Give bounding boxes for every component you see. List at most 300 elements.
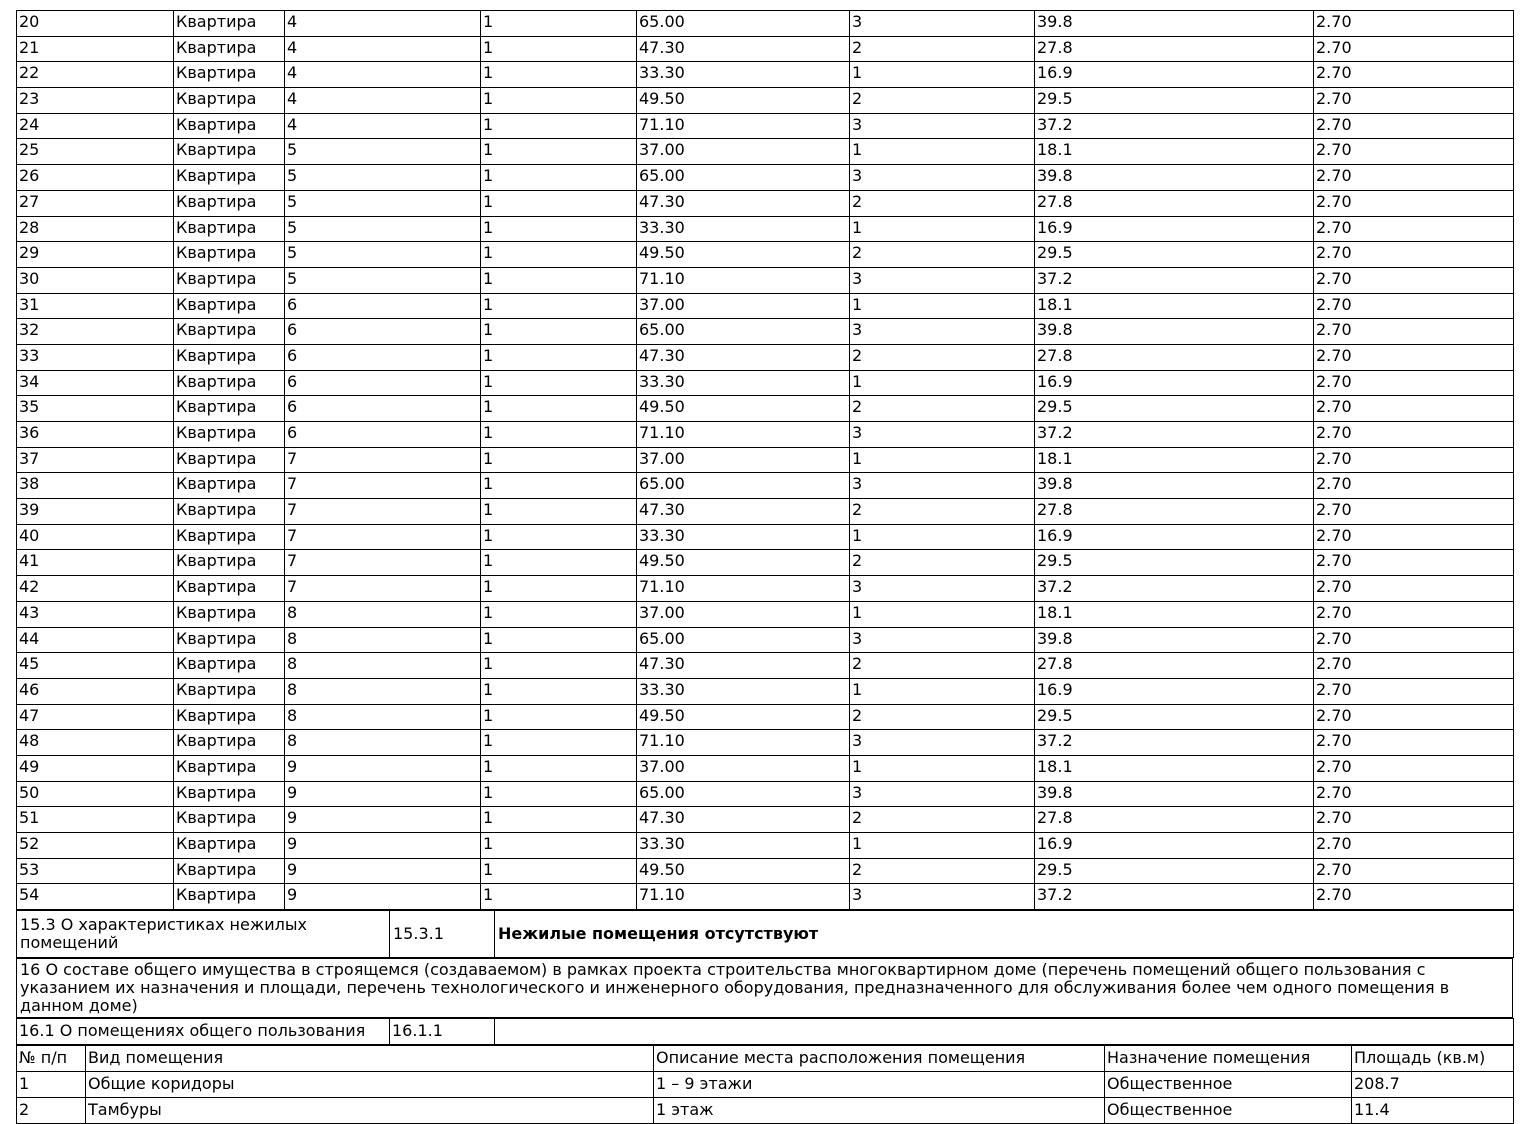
table-cell: 1 xyxy=(481,601,637,627)
table-cell: 2.70 xyxy=(1314,344,1514,370)
table-cell: 7 xyxy=(285,499,481,525)
table-cell: 3 xyxy=(850,165,1035,191)
table-cell: Квартира xyxy=(174,370,285,396)
section-15-3-table xyxy=(16,910,1514,958)
table-cell: 2.70 xyxy=(1314,704,1514,730)
table-cell: 2 xyxy=(850,807,1035,833)
table-cell: 71.10 xyxy=(637,576,850,602)
table-cell: 2.70 xyxy=(1314,678,1514,704)
table-cell: 2.70 xyxy=(1314,653,1514,679)
table-cell: 27.8 xyxy=(1035,499,1314,525)
table-row xyxy=(17,576,1514,602)
table-cell: 1 xyxy=(481,653,637,679)
table-cell: Квартира xyxy=(174,627,285,653)
table-cell: 1 xyxy=(850,447,1035,473)
table-cell: Квартира xyxy=(174,165,285,191)
table-cell: 2.70 xyxy=(1314,550,1514,576)
table-cell: 27.8 xyxy=(1035,36,1314,62)
section-16-1-title: 16.1 О помещениях общего пользования xyxy=(17,1019,390,1045)
table-cell: 49.50 xyxy=(637,550,850,576)
table-cell: 2 xyxy=(17,1098,86,1124)
table-cell: 35 xyxy=(17,396,174,422)
table-cell: 9 xyxy=(285,858,481,884)
table-cell: 47.30 xyxy=(637,653,850,679)
table-cell: 2.70 xyxy=(1314,190,1514,216)
table-cell: 37.00 xyxy=(637,755,850,781)
table-cell: 2.70 xyxy=(1314,884,1514,910)
table-cell: 9 xyxy=(285,884,481,910)
table-cell: 2 xyxy=(850,653,1035,679)
table-row xyxy=(17,884,1514,910)
table-cell: 1 xyxy=(481,807,637,833)
table-cell: 1 xyxy=(481,524,637,550)
table-cell: 33 xyxy=(17,344,174,370)
table-cell: 1 xyxy=(481,473,637,499)
table-cell: 47.30 xyxy=(637,190,850,216)
table-cell: Квартира xyxy=(174,319,285,345)
table-cell: 3 xyxy=(850,319,1035,345)
table-cell: 2 xyxy=(850,190,1035,216)
table-cell: 49.50 xyxy=(637,88,850,114)
table-cell: 3 xyxy=(850,627,1035,653)
table-cell: 2.70 xyxy=(1314,88,1514,114)
table-cell: 5 xyxy=(285,165,481,191)
table-cell: 9 xyxy=(285,755,481,781)
table-cell: 1 xyxy=(481,884,637,910)
table-cell: Общественное xyxy=(1105,1072,1352,1098)
table-cell: 11.4 xyxy=(1352,1098,1514,1124)
table-cell: Квартира xyxy=(174,267,285,293)
table-cell: 7 xyxy=(285,447,481,473)
table-cell: 2 xyxy=(850,344,1035,370)
table-cell: 27 xyxy=(17,190,174,216)
table-cell: 2.70 xyxy=(1314,216,1514,242)
table-cell: 29.5 xyxy=(1035,550,1314,576)
table-cell: 37.00 xyxy=(637,139,850,165)
table-cell: 2.70 xyxy=(1314,627,1514,653)
table-cell: 1 xyxy=(481,319,637,345)
table-cell: 29.5 xyxy=(1035,88,1314,114)
table-cell: 65.00 xyxy=(637,11,850,37)
table-cell: 71.10 xyxy=(637,730,850,756)
table-cell: 29 xyxy=(17,242,174,268)
table-row xyxy=(17,370,1514,396)
table-cell: 5 xyxy=(285,216,481,242)
section-15-3-value: Нежилые помещения отсутствуют xyxy=(495,911,1514,958)
table-cell: 1 xyxy=(481,730,637,756)
table-cell: Квартира xyxy=(174,730,285,756)
table-cell: 2.70 xyxy=(1314,422,1514,448)
table-cell: 1 xyxy=(850,678,1035,704)
table-cell: Квартира xyxy=(174,576,285,602)
table-cell: 1 xyxy=(481,447,637,473)
table-cell: 1 xyxy=(481,62,637,88)
section-16-table xyxy=(16,958,1513,1018)
table-cell: Квартира xyxy=(174,833,285,859)
table-cell: 37.2 xyxy=(1035,884,1314,910)
table-row xyxy=(17,730,1514,756)
section-16-1-value xyxy=(495,1019,1514,1045)
table-cell: Квартира xyxy=(174,807,285,833)
table-cell: 71.10 xyxy=(637,884,850,910)
table-cell: 18.1 xyxy=(1035,293,1314,319)
table-cell: Квартира xyxy=(174,473,285,499)
table-cell: 27.8 xyxy=(1035,653,1314,679)
table-cell: 4 xyxy=(285,36,481,62)
table-cell: 1 xyxy=(481,293,637,319)
table-cell: 5 xyxy=(285,267,481,293)
table-cell: 18.1 xyxy=(1035,139,1314,165)
table-cell: Общественное xyxy=(1105,1098,1352,1124)
table-row xyxy=(17,396,1514,422)
section-16-1-row xyxy=(17,1019,1514,1045)
table-cell: 3 xyxy=(850,267,1035,293)
table-cell: 39.8 xyxy=(1035,627,1314,653)
table-row xyxy=(17,36,1514,62)
table-row xyxy=(17,473,1514,499)
table-row xyxy=(17,11,1514,37)
table-cell: Квартира xyxy=(174,113,285,139)
table-cell: 47.30 xyxy=(637,499,850,525)
table-cell: 1 xyxy=(481,370,637,396)
common-premises-header-row xyxy=(17,1046,1514,1072)
table-cell: 7 xyxy=(285,473,481,499)
table-cell: 45 xyxy=(17,653,174,679)
table-cell: 1 xyxy=(481,267,637,293)
table-cell: Квартира xyxy=(174,704,285,730)
table-row xyxy=(17,1072,1514,1098)
table-cell: 1 xyxy=(481,499,637,525)
table-cell: 47.30 xyxy=(637,36,850,62)
table-cell: Квартира xyxy=(174,139,285,165)
table-cell: 3 xyxy=(850,576,1035,602)
table-cell: 4 xyxy=(285,88,481,114)
table-cell: 37.00 xyxy=(637,601,850,627)
table-cell: 2 xyxy=(850,499,1035,525)
table-cell: 16.9 xyxy=(1035,833,1314,859)
table-cell: 16.9 xyxy=(1035,216,1314,242)
table-cell: 52 xyxy=(17,833,174,859)
table-row xyxy=(17,165,1514,191)
table-cell: 33.30 xyxy=(637,216,850,242)
table-cell: 8 xyxy=(285,704,481,730)
table-cell: 1 xyxy=(850,293,1035,319)
table-cell: 24 xyxy=(17,113,174,139)
table-cell: 1 xyxy=(481,833,637,859)
table-cell: 3 xyxy=(850,11,1035,37)
table-cell: 22 xyxy=(17,62,174,88)
table-row xyxy=(17,550,1514,576)
table-cell: 47.30 xyxy=(637,807,850,833)
table-cell: 27.8 xyxy=(1035,190,1314,216)
table-cell: 33.30 xyxy=(637,62,850,88)
table-cell: 1 xyxy=(481,190,637,216)
table-row xyxy=(17,499,1514,525)
table-cell: 27.8 xyxy=(1035,807,1314,833)
section-15-3-row xyxy=(17,911,1514,958)
table-cell: 49.50 xyxy=(637,858,850,884)
table-cell: 1 xyxy=(481,165,637,191)
table-cell: 2.70 xyxy=(1314,139,1514,165)
table-cell: Квартира xyxy=(174,242,285,268)
table-cell: 46 xyxy=(17,678,174,704)
table-cell: 1 xyxy=(850,62,1035,88)
table-cell: 1 xyxy=(481,755,637,781)
table-cell: 51 xyxy=(17,807,174,833)
table-cell: 37.2 xyxy=(1035,113,1314,139)
table-cell: 7 xyxy=(285,550,481,576)
table-cell: 1 xyxy=(481,344,637,370)
table-cell: Общие коридоры xyxy=(86,1072,654,1098)
apartments-table xyxy=(16,10,1514,910)
table-cell: 7 xyxy=(285,576,481,602)
table-row xyxy=(17,319,1514,345)
table-cell: 49.50 xyxy=(637,396,850,422)
table-cell: 29.5 xyxy=(1035,858,1314,884)
table-cell: 2.70 xyxy=(1314,62,1514,88)
table-cell: 71.10 xyxy=(637,422,850,448)
table-cell: 8 xyxy=(285,627,481,653)
table-cell: 37.00 xyxy=(637,293,850,319)
column-header: № п/п xyxy=(17,1046,86,1072)
table-cell: Тамбуры xyxy=(86,1098,654,1124)
table-row xyxy=(17,216,1514,242)
table-cell: 2.70 xyxy=(1314,447,1514,473)
table-row xyxy=(17,267,1514,293)
table-cell: 65.00 xyxy=(637,165,850,191)
table-cell: 2 xyxy=(850,88,1035,114)
table-cell: 2 xyxy=(850,36,1035,62)
table-cell: 2 xyxy=(850,550,1035,576)
table-cell: 2.70 xyxy=(1314,293,1514,319)
table-cell: 16.9 xyxy=(1035,678,1314,704)
table-row xyxy=(17,678,1514,704)
table-cell: 1 xyxy=(481,242,637,268)
section-16-1-code: 16.1.1 xyxy=(390,1019,495,1045)
table-row xyxy=(17,62,1514,88)
table-cell: 36 xyxy=(17,422,174,448)
table-cell: Квартира xyxy=(174,422,285,448)
table-cell: 7 xyxy=(285,524,481,550)
table-cell: 39.8 xyxy=(1035,781,1314,807)
table-cell: 5 xyxy=(285,190,481,216)
table-cell: 37.2 xyxy=(1035,422,1314,448)
table-cell: 29.5 xyxy=(1035,704,1314,730)
table-cell: 18.1 xyxy=(1035,601,1314,627)
table-row xyxy=(17,627,1514,653)
table-cell: Квартира xyxy=(174,293,285,319)
section-16-1-table xyxy=(16,1018,1514,1045)
table-row xyxy=(17,293,1514,319)
table-cell: 2.70 xyxy=(1314,601,1514,627)
section-15-3-code: 15.3.1 xyxy=(390,911,495,958)
table-cell: 37.2 xyxy=(1035,576,1314,602)
table-cell: Квартира xyxy=(174,550,285,576)
table-cell: 37.00 xyxy=(637,447,850,473)
table-cell: 2.70 xyxy=(1314,730,1514,756)
table-cell: Квартира xyxy=(174,11,285,37)
table-cell: Квартира xyxy=(174,36,285,62)
column-header: Описание места расположения помещения xyxy=(654,1046,1105,1072)
table-cell: 20 xyxy=(17,11,174,37)
table-cell: 1 xyxy=(481,11,637,37)
table-cell: 26 xyxy=(17,165,174,191)
table-cell: 42 xyxy=(17,576,174,602)
table-cell: Квартира xyxy=(174,499,285,525)
table-cell: 8 xyxy=(285,730,481,756)
table-cell: 49.50 xyxy=(637,704,850,730)
table-cell: Квартира xyxy=(174,653,285,679)
table-cell: 39.8 xyxy=(1035,165,1314,191)
table-cell: 48 xyxy=(17,730,174,756)
table-cell: 2.70 xyxy=(1314,807,1514,833)
table-cell: 1 xyxy=(481,88,637,114)
table-cell: 4 xyxy=(285,113,481,139)
table-cell: 6 xyxy=(285,396,481,422)
table-cell: 18.1 xyxy=(1035,447,1314,473)
table-cell: 1 xyxy=(850,755,1035,781)
section-16-row xyxy=(17,959,1513,1018)
table-cell: 16.9 xyxy=(1035,62,1314,88)
table-cell: 1 xyxy=(481,550,637,576)
table-cell: 50 xyxy=(17,781,174,807)
table-cell: Квартира xyxy=(174,884,285,910)
table-cell: Квартира xyxy=(174,190,285,216)
table-row xyxy=(17,242,1514,268)
table-row xyxy=(17,807,1514,833)
table-cell: 1 – 9 этажи xyxy=(654,1072,1105,1098)
table-cell: Квартира xyxy=(174,88,285,114)
table-cell: 2.70 xyxy=(1314,267,1514,293)
table-cell: 1 xyxy=(481,216,637,242)
table-cell: 40 xyxy=(17,524,174,550)
table-cell: 3 xyxy=(850,113,1035,139)
table-cell: 2.70 xyxy=(1314,473,1514,499)
table-cell: 2 xyxy=(850,704,1035,730)
table-cell: 2.70 xyxy=(1314,242,1514,268)
table-cell: 32 xyxy=(17,319,174,345)
table-cell: 49 xyxy=(17,755,174,781)
table-cell: 2.70 xyxy=(1314,781,1514,807)
table-cell: 71.10 xyxy=(637,113,850,139)
table-cell: 33.30 xyxy=(637,524,850,550)
table-cell: 3 xyxy=(850,730,1035,756)
table-cell: 65.00 xyxy=(637,473,850,499)
table-cell: 1 xyxy=(17,1072,86,1098)
table-cell: 3 xyxy=(850,422,1035,448)
table-row xyxy=(17,113,1514,139)
table-cell: 2.70 xyxy=(1314,113,1514,139)
apartments-table-body xyxy=(17,11,1514,910)
table-cell: Квартира xyxy=(174,781,285,807)
table-cell: 2 xyxy=(850,858,1035,884)
table-cell: 1 xyxy=(850,833,1035,859)
table-cell: 18.1 xyxy=(1035,755,1314,781)
table-cell: Квартира xyxy=(174,755,285,781)
table-cell: 23 xyxy=(17,88,174,114)
table-cell: 41 xyxy=(17,550,174,576)
table-cell: 39.8 xyxy=(1035,11,1314,37)
table-cell: 1 xyxy=(481,139,637,165)
table-cell: Квартира xyxy=(174,678,285,704)
table-cell: 2.70 xyxy=(1314,499,1514,525)
table-row xyxy=(17,858,1514,884)
table-cell: 43 xyxy=(17,601,174,627)
document-page xyxy=(16,10,1513,1124)
table-cell: 1 этаж xyxy=(654,1098,1105,1124)
table-cell: 37.2 xyxy=(1035,267,1314,293)
table-cell: 29.5 xyxy=(1035,242,1314,268)
column-header: Площадь (кв.м) xyxy=(1352,1046,1514,1072)
table-cell: 2.70 xyxy=(1314,11,1514,37)
table-cell: 47 xyxy=(17,704,174,730)
table-cell: 54 xyxy=(17,884,174,910)
table-cell: 1 xyxy=(850,370,1035,396)
table-cell: 33.30 xyxy=(637,370,850,396)
table-cell: 44 xyxy=(17,627,174,653)
table-cell: 5 xyxy=(285,139,481,165)
table-row xyxy=(17,139,1514,165)
table-cell: 2.70 xyxy=(1314,755,1514,781)
table-row xyxy=(17,1098,1514,1124)
table-cell: 2.70 xyxy=(1314,319,1514,345)
table-cell: 2 xyxy=(850,242,1035,268)
table-cell: 37.2 xyxy=(1035,730,1314,756)
table-cell: 2.70 xyxy=(1314,396,1514,422)
table-row xyxy=(17,190,1514,216)
table-cell: 33.30 xyxy=(637,833,850,859)
table-cell: 4 xyxy=(285,11,481,37)
table-row xyxy=(17,601,1514,627)
table-cell: 27.8 xyxy=(1035,344,1314,370)
table-cell: Квартира xyxy=(174,62,285,88)
table-cell: 6 xyxy=(285,422,481,448)
table-cell: 1 xyxy=(850,601,1035,627)
table-cell: 6 xyxy=(285,370,481,396)
common-premises-table xyxy=(16,1045,1514,1124)
table-cell: 208.7 xyxy=(1352,1072,1514,1098)
table-row xyxy=(17,833,1514,859)
section-15-3-title: 15.3 О характеристиках нежилых помещений xyxy=(17,911,390,958)
table-cell: 3 xyxy=(850,781,1035,807)
table-cell: 1 xyxy=(481,858,637,884)
table-cell: 1 xyxy=(850,139,1035,165)
table-cell: 1 xyxy=(481,422,637,448)
table-cell: 65.00 xyxy=(637,627,850,653)
table-cell: 1 xyxy=(481,678,637,704)
table-cell: 30 xyxy=(17,267,174,293)
column-header: Назначение помещения xyxy=(1105,1046,1352,1072)
table-cell: 25 xyxy=(17,139,174,165)
table-cell: 3 xyxy=(850,473,1035,499)
table-cell: 65.00 xyxy=(637,781,850,807)
table-cell: 31 xyxy=(17,293,174,319)
table-row xyxy=(17,447,1514,473)
table-row xyxy=(17,524,1514,550)
table-cell: 2.70 xyxy=(1314,858,1514,884)
table-cell: 2.70 xyxy=(1314,576,1514,602)
table-cell: 1 xyxy=(850,524,1035,550)
table-row xyxy=(17,755,1514,781)
table-cell: 38 xyxy=(17,473,174,499)
table-cell: 2.70 xyxy=(1314,165,1514,191)
table-cell: 5 xyxy=(285,242,481,268)
table-cell: Квартира xyxy=(174,447,285,473)
table-cell: 37 xyxy=(17,447,174,473)
table-cell: 6 xyxy=(285,319,481,345)
table-row xyxy=(17,422,1514,448)
table-cell: Квартира xyxy=(174,396,285,422)
